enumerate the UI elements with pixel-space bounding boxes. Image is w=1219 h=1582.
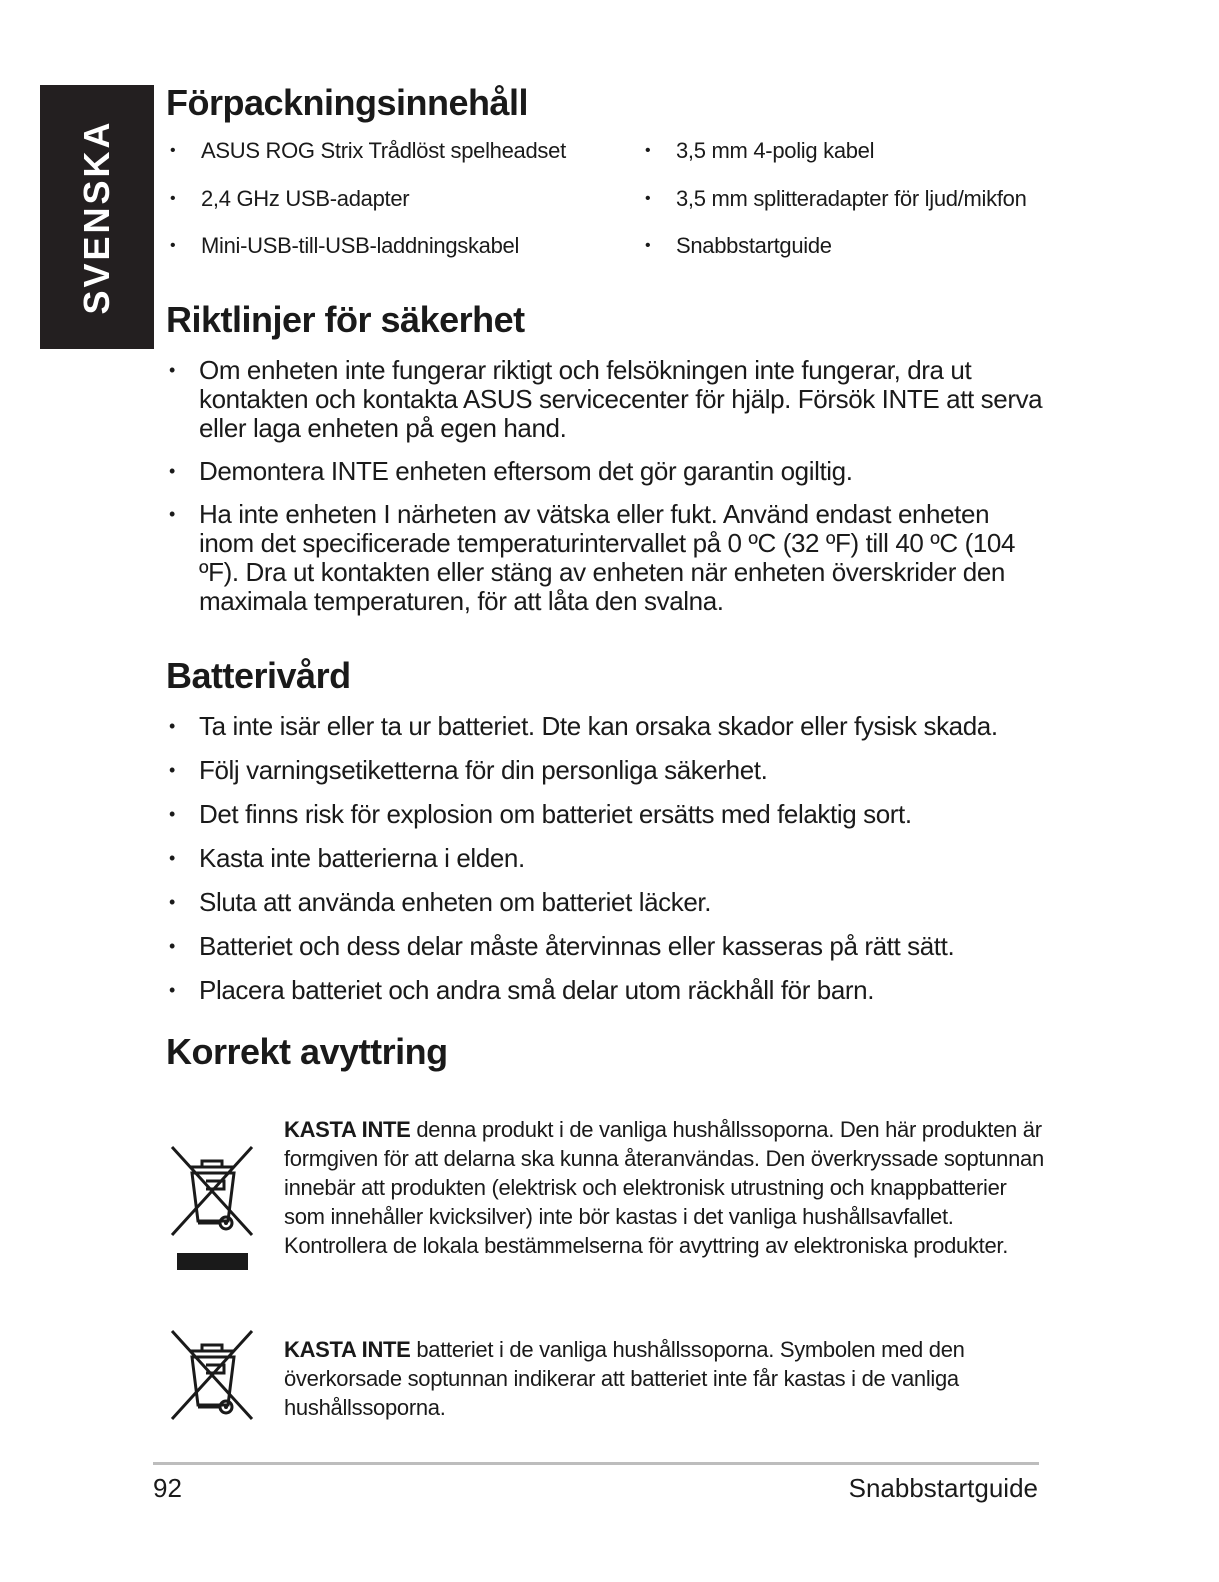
battery-disposal-body: batteriet i de vanliga hushållssoporna. Symbolen med den överkorsade soptunnan indikerar att batteriet inte får kastas i de vanliga hushållssoporna.: [284, 1337, 965, 1420]
list-item: • Ta inte isär eller ta ur batteriet. Dte kan orsaka skador eller fysisk skada.: [166, 712, 1046, 741]
battery-disposal-text: [284, 1335, 1044, 1422]
battery-disposal-bold: KASTA INTE: [284, 1337, 411, 1362]
product-disposal-body: denna produkt i de vanliga hushållssoporna. Den här produkten är formgiven för att delarna ska kunna återanvändas. Den överkryssade soptunnan innebär att produkten (elektrisk och elektronisk utrustning och knappbatterier som innehåller kvicksilver) inte bör kastas i det vanliga hushållsavfallet. Kontrollera de lokala bestämmelserna för avyttring av elektroniska produkter.: [284, 1117, 1044, 1258]
list-item: • Demontera INTE enheten eftersom det gör garantin ogiltig.: [166, 457, 1046, 486]
list-item: • Snabbstartguide: [641, 232, 1061, 280]
list-item: • Ha inte enheten I närheten av vätska eller fukt. Använd endast enheten inom det specificerade temperaturintervallet på 0 ºC (32 ºF) till 40 ºC (104 ºF). Dra ut kontakten eller stäng av enheten när enheten överskrider den maximala temperaturen, för att låta den svalna.: [166, 500, 1046, 616]
list-item: • Om enheten inte fungerar riktigt och felsökningen inte fungerar, dra ut kontakten och kontakta ASUS servicecenter för hjälp. Försök INTE att serva eller laga enheten på egen hand.: [166, 356, 1046, 443]
footer-title: Snabbstartguide: [848, 1473, 1038, 1503]
list-item: • 3,5 mm 4-polig kabel: [641, 137, 1061, 185]
list-item: • Batteriet och dess delar måste återvinnas eller kasseras på rätt sätt.: [166, 932, 1046, 961]
safety-heading: Riktlinjer för säkerhet: [166, 299, 525, 340]
product-disposal-text: [284, 1115, 1044, 1260]
disposal-heading: Korrekt avyttring: [166, 1031, 448, 1072]
language-tab: [40, 85, 154, 349]
list-item: • Följ varningsetiketterna för din personliga säkerhet.: [166, 756, 1046, 785]
list-item: • Mini-USB-till-USB-laddningskabel: [166, 232, 626, 280]
list-item: • ASUS ROG Strix Trådlöst spelheadset: [166, 137, 626, 185]
list-item: • Det finns risk för explosion om batteriet ersätts med felaktig sort.: [166, 800, 1046, 829]
list-item: • Sluta att använda enheten om batteriet läcker.: [166, 888, 1046, 917]
crossed-bin-icon: [166, 1327, 258, 1427]
package-contents-heading: Förpackningsinnehåll: [166, 82, 529, 123]
list-item: • Kasta inte batterierna i elden.: [166, 844, 1046, 873]
battery-care-list: [166, 712, 1046, 1020]
list-item: • Placera batteriet och andra små delar utom räckhåll för barn.: [166, 976, 1046, 1005]
safety-list: [166, 356, 1046, 630]
list-item: • 3,5 mm splitteradapter för ljud/mikfon: [641, 185, 1061, 233]
list-item: • 2,4 GHz USB-adapter: [166, 185, 626, 233]
language-tab-label: SVENSKA: [76, 119, 117, 315]
product-disposal-bold: KASTA INTE: [284, 1117, 411, 1142]
page-number: 92: [153, 1473, 182, 1503]
crossed-bin-icon: [166, 1143, 258, 1303]
battery-care-heading: Batterivård: [166, 655, 351, 696]
footer-divider: [153, 1462, 1039, 1465]
